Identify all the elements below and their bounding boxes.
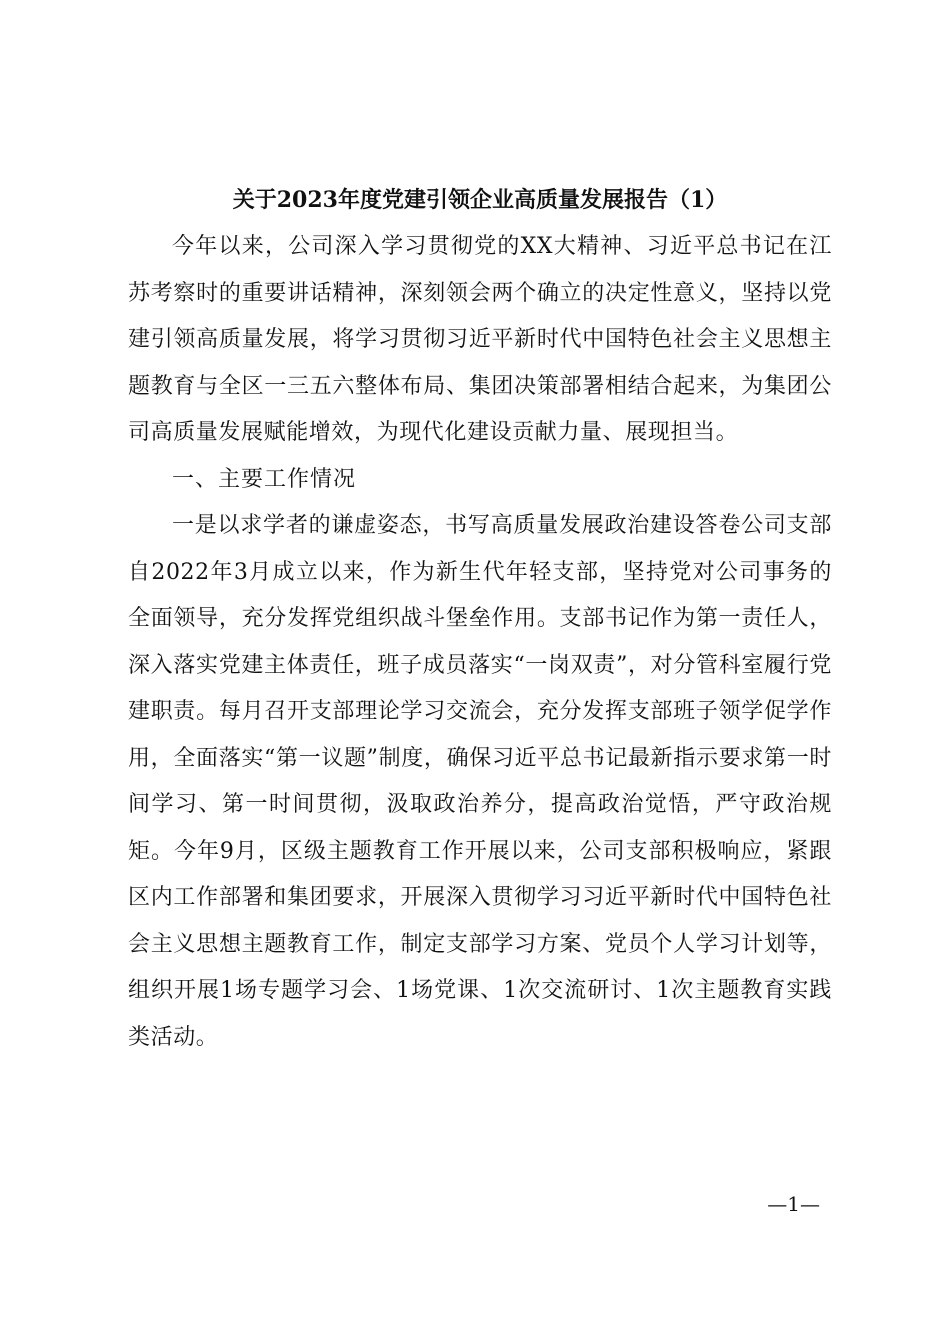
document-title: 关于2023年度党建引领企业高质量发展报告（1） bbox=[232, 187, 728, 213]
section-paragraph: 一是以求学者的谦虚姿态，书写高质量发展政治建设答卷公司支部自2022年3月成立以来，作为新生代年轻支部，坚持党对公司事务的全面领导，充分发挥党组织战斗堡垒作用。支部书记作为第一责任人，深入落实党建主体责任，班子成员落实“一岗双责”，对分管科室履行党建职责。每月召开支部理论学习交流会，充分发挥支部班子领学促学作用，全面落实“第一议题”制度，确保习近平总书记最新指示要求第一时间学习、第一时间贯彻，汲取政治养分，提高政治觉悟，严守政治规矩。今年9月，区级主题教育工作开展以来，公司支部积极响应，紧跟区内工作部署和集团要求，开展深入贯彻学习习近平新时代中国特色社会主义思想主题教育工作，制定支部学习方案、党员个人学习计划等，组织开展1场专题学习会、1场党课、1次交流研讨、1次主题教育实践类活动。 bbox=[128, 513, 832, 1050]
document-body bbox=[128, 224, 832, 1061]
page-number: —1— bbox=[767, 1192, 820, 1216]
section-heading: 一、主要工作情况 bbox=[172, 466, 357, 492]
intro-paragraph: 今年以来，公司深入学习贯彻党的XX大精神、习近平总书记在江苏考察时的重要讲话精神，深刻领会两个确立的决定性意义，坚持以党建引领高质量发展，将学习贯彻习近平新时代中国特色社会主义思想主题教育与全区一三五六整体布局、集团决策部署相结合起来，为集团公司高质量发展赋能增效，为现代化建设贡献力量、展现担当。 bbox=[128, 234, 832, 445]
